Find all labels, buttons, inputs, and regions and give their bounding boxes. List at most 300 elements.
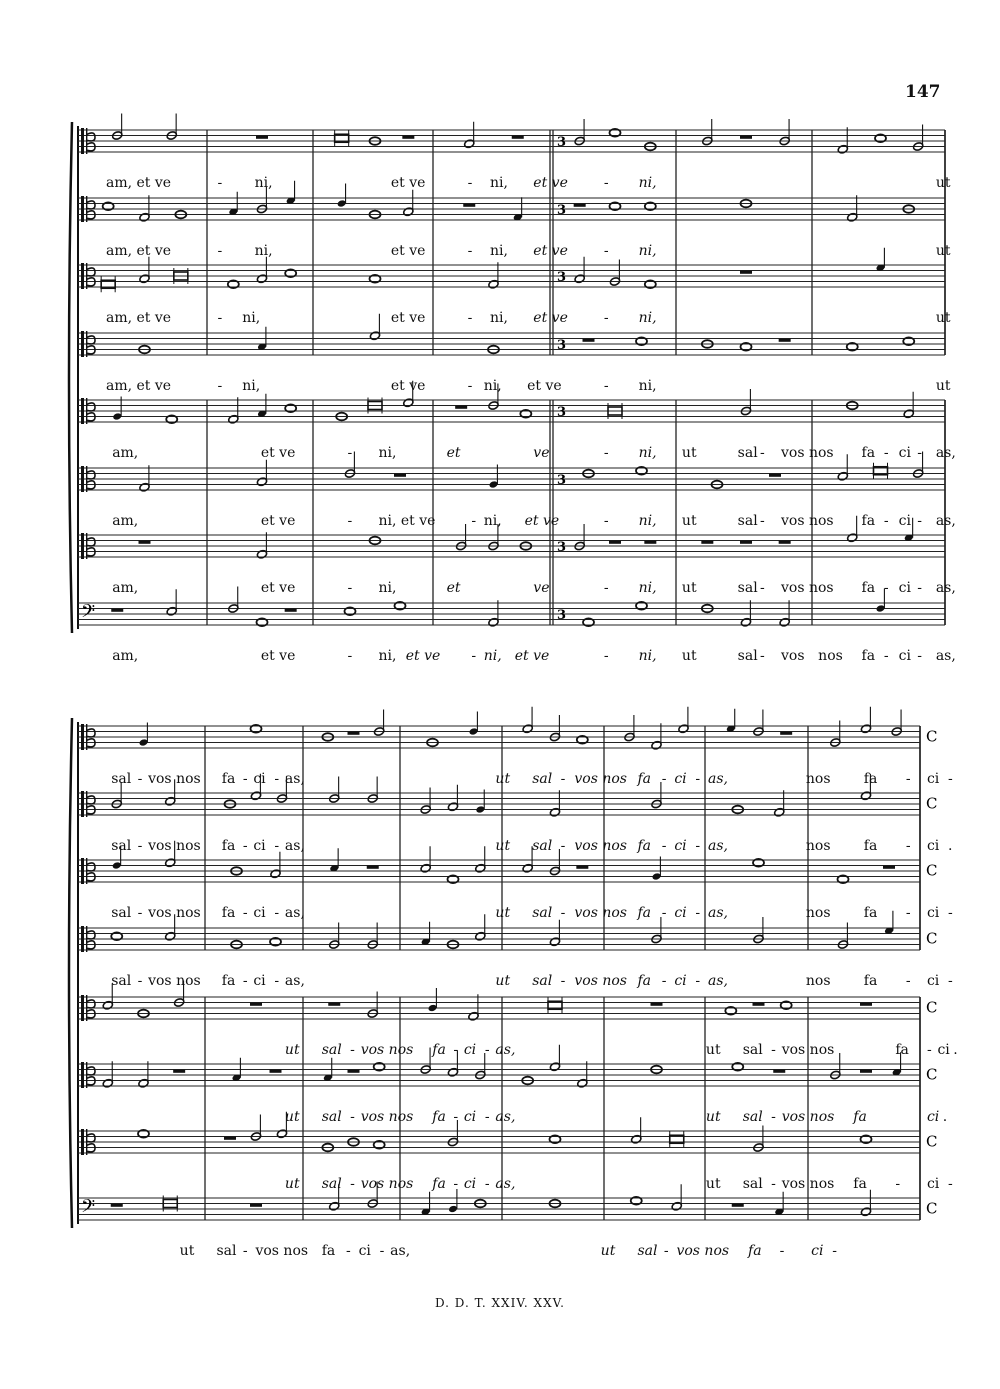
rest bbox=[860, 1003, 872, 1006]
c-clef-icon-curl bbox=[87, 1000, 95, 1008]
lyric-hyphen: - bbox=[560, 905, 566, 921]
rest bbox=[883, 866, 895, 869]
lyric-syllable: et ve bbox=[260, 445, 296, 461]
lyric-syllable: vos nos bbox=[255, 1243, 309, 1259]
lyric-syllable: ci bbox=[898, 648, 911, 664]
lyric-hyphen: - bbox=[137, 838, 143, 854]
lyric-syllable: sal bbox=[532, 905, 553, 921]
lyric-syllable: vos nos bbox=[148, 771, 201, 787]
lyric-syllable: ni, bbox=[483, 648, 502, 664]
lyric-syllable: et ve bbox=[533, 310, 568, 326]
common-time-icon: C bbox=[926, 1199, 938, 1218]
lyric-syllable: ni, bbox=[638, 310, 657, 326]
lyric-syllable: as, bbox=[284, 905, 305, 921]
lyric-syllable: as, bbox=[495, 1042, 516, 1058]
lyric-syllable: ni, bbox=[254, 175, 273, 191]
lyric-syllable: as, bbox=[284, 838, 305, 854]
lyric-syllable: ni, bbox=[242, 310, 261, 326]
lyric-syllable: vos nos bbox=[676, 1243, 730, 1259]
lyric-hyphen: - bbox=[347, 445, 353, 461]
lyric-hyphen: - bbox=[948, 905, 953, 921]
lyric-syllable: vos nos bbox=[148, 838, 201, 854]
lyric-syllable: fa bbox=[861, 648, 876, 664]
lyric-hyphen: - bbox=[883, 580, 889, 596]
rest bbox=[111, 609, 123, 612]
lyric-syllable: nos bbox=[805, 838, 831, 854]
common-time-icon: C bbox=[926, 1065, 938, 1084]
lyric-hyphen: - bbox=[603, 580, 609, 596]
lyric-syllable: ve bbox=[533, 445, 550, 461]
lyric-syllable: as, bbox=[935, 445, 956, 461]
lyric-syllable: et ve bbox=[527, 378, 562, 394]
lyric-syllable: ut bbox=[495, 973, 511, 989]
c-clef-icon bbox=[81, 196, 84, 222]
lyric-syllable: vos nos bbox=[360, 1109, 414, 1125]
lyric-hyphen: - bbox=[274, 905, 280, 921]
lyric-hyphen: - bbox=[453, 1109, 459, 1125]
lyric-syllable: . bbox=[948, 838, 953, 854]
lyric-syllable: ni, bbox=[378, 580, 397, 596]
lyric-syllable: sal bbox=[111, 838, 132, 854]
lyric-syllable: am, et ve bbox=[106, 175, 172, 191]
lyric-syllable: sal bbox=[111, 973, 132, 989]
lyric-hyphen: - bbox=[350, 1109, 355, 1125]
lyric-hyphen: - bbox=[695, 838, 701, 854]
lyric-hyphen: - bbox=[771, 1109, 776, 1125]
lyric-syllable: sal bbox=[742, 1042, 763, 1058]
lyric-hyphen: - bbox=[471, 648, 477, 664]
lyric-syllable: et ve bbox=[533, 175, 568, 191]
lyric-syllable: ci bbox=[253, 973, 266, 989]
c-clef-icon-curl bbox=[87, 1134, 95, 1142]
lyric-syllable: ut bbox=[705, 1042, 721, 1058]
lyric-hyphen: - bbox=[560, 838, 566, 854]
lyric-syllable: ci bbox=[926, 771, 940, 787]
lyric-syllable: as, bbox=[495, 1176, 516, 1192]
rest bbox=[701, 541, 713, 544]
time-signature-icon: 3 bbox=[557, 337, 567, 353]
lyric-hyphen: - bbox=[379, 1243, 385, 1259]
lyric-syllable: as, bbox=[284, 771, 305, 787]
rest bbox=[348, 732, 360, 735]
lyric-syllable: vos nos bbox=[574, 973, 627, 989]
lyric-syllable: ut bbox=[284, 1042, 300, 1058]
lyric-hyphen: - bbox=[484, 1109, 490, 1125]
c-clef-icon bbox=[81, 263, 84, 289]
lyric-hyphen: - bbox=[560, 973, 566, 989]
time-signature-icon: 3 bbox=[557, 607, 567, 623]
lyric-syllable: ut bbox=[284, 1176, 300, 1192]
rest bbox=[651, 1003, 663, 1006]
lyric-syllable: ci bbox=[926, 973, 940, 989]
rest bbox=[285, 609, 297, 612]
lyric-syllable: et ve bbox=[514, 648, 550, 664]
lyric-syllable: sal bbox=[111, 905, 132, 921]
lyric-hyphen: - bbox=[484, 1176, 490, 1192]
lyric-syllable: ci bbox=[674, 905, 687, 921]
c-clef-icon bbox=[81, 398, 84, 424]
lyric-syllable: ut bbox=[935, 378, 951, 394]
lyric-hyphen: - bbox=[663, 1243, 669, 1259]
lyric-hyphen: - bbox=[661, 905, 667, 921]
lyric-hyphen: - bbox=[274, 838, 280, 854]
lyric-hyphen: - bbox=[347, 580, 353, 596]
lyric-hyphen: - bbox=[471, 513, 477, 529]
lyric-syllable: fa bbox=[432, 1109, 446, 1125]
lyric-hyphen: - bbox=[467, 310, 473, 326]
lyric-hyphen: - bbox=[137, 771, 143, 787]
c-clef-icon bbox=[81, 1129, 84, 1155]
rest bbox=[512, 136, 524, 139]
lyric-syllable: sal bbox=[532, 973, 553, 989]
lyric-syllable: fa bbox=[895, 1042, 909, 1058]
lyric-hyphen: - bbox=[603, 243, 609, 259]
lyric-syllable: ni, bbox=[242, 378, 261, 394]
lyric-hyphen: - bbox=[242, 1243, 248, 1259]
system-bracket bbox=[69, 122, 72, 633]
lyric-syllable: as, bbox=[935, 648, 956, 664]
rest bbox=[740, 136, 752, 139]
lyric-syllable: vos nos bbox=[574, 905, 627, 921]
lyric-syllable: as, bbox=[390, 1243, 411, 1259]
lyric-syllable: ut bbox=[935, 175, 951, 191]
lyric-hyphen: - bbox=[695, 973, 701, 989]
lyric-syllable: fa bbox=[863, 905, 878, 921]
lyric-syllable: et bbox=[446, 580, 461, 596]
lyric-syllable: as, bbox=[935, 513, 956, 529]
common-time-icon: C bbox=[926, 794, 938, 813]
lyric-hyphen: - bbox=[917, 580, 922, 596]
c-clef-icon bbox=[81, 128, 84, 154]
lyric-syllable: ut bbox=[600, 1243, 616, 1259]
lyric-syllable: ci bbox=[926, 838, 940, 854]
common-time-icon: C bbox=[926, 1132, 938, 1151]
lyric-syllable: vos nos bbox=[360, 1176, 414, 1192]
lyric-syllable: et ve bbox=[260, 580, 296, 596]
c-clef-icon-curl bbox=[87, 133, 95, 141]
lyric-syllable: ci bbox=[463, 1176, 477, 1192]
time-signature-icon: 3 bbox=[557, 472, 567, 488]
lyric-hyphen: - bbox=[948, 771, 953, 787]
lyric-syllable: ni, bbox=[483, 378, 502, 394]
lyric-syllable: ci bbox=[253, 771, 266, 787]
lyric-syllable: am, bbox=[112, 580, 139, 596]
lyric-syllable: ni, bbox=[489, 243, 508, 259]
lyric-syllable: . bbox=[942, 1109, 948, 1125]
lyric-syllable: fa bbox=[863, 838, 878, 854]
lyric-hyphen: - bbox=[603, 310, 609, 326]
time-signature-icon: 3 bbox=[557, 202, 567, 218]
lyric-hyphen: - bbox=[467, 243, 473, 259]
lyric-syllable: ci bbox=[898, 513, 911, 529]
lyric-syllable: ut bbox=[681, 580, 697, 596]
lyric-hyphen: - bbox=[948, 1176, 953, 1192]
rest bbox=[576, 866, 588, 869]
lyric-syllable: vos nos bbox=[148, 905, 201, 921]
rest bbox=[173, 1070, 185, 1073]
lyric-syllable: et ve bbox=[405, 648, 441, 664]
lyric-syllable: ci bbox=[253, 905, 266, 921]
time-signature-icon: 3 bbox=[557, 539, 567, 555]
lyric-syllable: ci bbox=[358, 1243, 371, 1259]
lyric-syllable: sal bbox=[216, 1243, 237, 1259]
common-time-icon: C bbox=[926, 929, 938, 948]
lyric-syllable: ut bbox=[495, 771, 511, 787]
lyric-syllable: ci bbox=[674, 771, 687, 787]
lyric-syllable: fa bbox=[861, 513, 876, 529]
c-clef-icon bbox=[81, 466, 84, 492]
lyric-hyphen: - bbox=[453, 1176, 459, 1192]
bass-clef-icon: 𝄢 bbox=[81, 1196, 96, 1222]
lyric-syllable: fa bbox=[863, 771, 878, 787]
lyric-syllable: sal bbox=[742, 1176, 763, 1192]
lyric-syllable: sal bbox=[737, 445, 758, 461]
c-clef-icon-curl bbox=[87, 403, 95, 411]
lyric-hyphen: - bbox=[274, 973, 280, 989]
lyric-syllable: nos bbox=[805, 905, 831, 921]
lyric-syllable: et ve bbox=[260, 648, 296, 664]
time-signature-icon: 3 bbox=[557, 134, 567, 150]
lyric-hyphen: - bbox=[467, 175, 473, 191]
lyric-syllable: ci bbox=[253, 838, 266, 854]
lyric-hyphen: - bbox=[883, 513, 889, 529]
lyric-syllable: et ve bbox=[390, 378, 426, 394]
lyric-syllable: ci bbox=[926, 905, 940, 921]
lyric-hyphen: - bbox=[350, 1176, 355, 1192]
lyric-hyphen: - bbox=[759, 445, 765, 461]
lyric-syllable: ut bbox=[935, 243, 951, 259]
lyric-syllable: sal bbox=[111, 771, 132, 787]
lyric-hyphen: - bbox=[905, 905, 911, 921]
rest bbox=[769, 474, 781, 477]
lyric-hyphen: - bbox=[905, 973, 911, 989]
lyric-syllable: sal bbox=[637, 1243, 658, 1259]
lyric-syllable: vos nos bbox=[781, 580, 834, 596]
lyric-syllable: am, et ve bbox=[106, 243, 172, 259]
lyric-hyphen: - bbox=[759, 648, 765, 664]
publication-footer: D. D. T. XXIV. XXV. bbox=[434, 1296, 565, 1310]
lyric-hyphen: - bbox=[453, 1042, 459, 1058]
c-clef-icon bbox=[81, 995, 84, 1021]
c-clef-icon bbox=[81, 724, 84, 750]
lyric-hyphen: - bbox=[771, 1176, 776, 1192]
lyric-syllable: as, bbox=[935, 580, 956, 596]
lyric-hyphen: - bbox=[695, 771, 701, 787]
lyric-syllable: et ve bbox=[533, 243, 568, 259]
lyric-syllable: fa bbox=[853, 1109, 867, 1125]
lyric-syllable: ni, bbox=[638, 648, 657, 664]
lyric-syllable: vos nos bbox=[781, 1176, 835, 1192]
lyric-syllable: sal bbox=[737, 648, 758, 664]
lyric-syllable: ci bbox=[937, 1042, 950, 1058]
lyric-hyphen: - bbox=[603, 513, 609, 529]
lyric-syllable: ni, bbox=[638, 243, 657, 259]
lyric-syllable: am, bbox=[112, 648, 139, 664]
lyric-hyphen: - bbox=[603, 648, 609, 664]
lyric-hyphen: - bbox=[759, 580, 765, 596]
lyric-hyphen: - bbox=[771, 1042, 776, 1058]
lyric-hyphen: - bbox=[345, 1243, 351, 1259]
lyric-hyphen: - bbox=[217, 175, 223, 191]
lyric-syllable: ut bbox=[681, 513, 697, 529]
rest bbox=[583, 339, 595, 342]
lyric-syllable: ni, bbox=[378, 445, 397, 461]
lyric-hyphen: - bbox=[274, 771, 280, 787]
lyric-hyphen: - bbox=[347, 648, 353, 664]
lyric-syllable: vos nos bbox=[781, 1109, 835, 1125]
lyric-syllable: sal bbox=[532, 771, 553, 787]
rest bbox=[394, 474, 406, 477]
lyric-syllable: ut bbox=[681, 445, 697, 461]
lyric-syllable: et ve bbox=[390, 175, 426, 191]
rest bbox=[779, 541, 791, 544]
c-clef-icon-curl bbox=[87, 268, 95, 276]
lyric-hyphen: - bbox=[217, 378, 223, 394]
c-clef-icon bbox=[81, 926, 84, 952]
lyric-hyphen: - bbox=[661, 838, 667, 854]
lyric-syllable: ci bbox=[463, 1109, 477, 1125]
lyric-syllable: et ve bbox=[524, 513, 560, 529]
lyric-syllable: nos bbox=[818, 648, 843, 664]
c-clef-icon bbox=[81, 1062, 84, 1088]
lyric-hyphen: - bbox=[661, 973, 667, 989]
lyric-syllable: ni, bbox=[489, 175, 508, 191]
lyric-syllable: as, bbox=[284, 973, 305, 989]
lyric-syllable: ci bbox=[926, 1176, 940, 1192]
lyric-syllable: nos bbox=[805, 771, 831, 787]
lyric-hyphen: - bbox=[779, 1243, 785, 1259]
rest bbox=[367, 866, 379, 869]
lyric-hyphen: - bbox=[917, 445, 922, 461]
rest bbox=[609, 541, 621, 544]
c-clef-icon bbox=[81, 331, 84, 357]
c-clef-icon-curl bbox=[87, 201, 95, 209]
lyric-hyphen: - bbox=[603, 445, 609, 461]
lyric-syllable: fa bbox=[863, 973, 878, 989]
lyric-syllable: et ve bbox=[390, 243, 426, 259]
lyric-syllable: . bbox=[953, 1042, 958, 1058]
c-clef-icon-curl bbox=[87, 729, 95, 737]
rest bbox=[256, 136, 268, 139]
lyric-hyphen: - bbox=[484, 1042, 490, 1058]
rest bbox=[773, 1070, 785, 1073]
c-clef-icon bbox=[81, 533, 84, 559]
lyric-syllable: ni, bbox=[638, 513, 657, 529]
lyric-hyphen: - bbox=[917, 513, 922, 529]
lyric-syllable: fa bbox=[748, 1243, 762, 1259]
rest bbox=[139, 541, 151, 544]
lyric-hyphen: - bbox=[603, 378, 609, 394]
lyric-syllable: ut bbox=[705, 1109, 721, 1125]
bass-clef-icon: 𝄢 bbox=[81, 601, 96, 627]
lyric-hyphen: - bbox=[242, 905, 248, 921]
lyric-syllable: as, bbox=[495, 1109, 516, 1125]
lyric-syllable: ni, bbox=[378, 648, 397, 664]
lyric-syllable: sal bbox=[321, 1042, 342, 1058]
lyric-hyphen: - bbox=[926, 1042, 932, 1058]
lyric-hyphen: - bbox=[832, 1243, 837, 1259]
rest bbox=[860, 1070, 872, 1073]
lyric-hyphen: - bbox=[695, 905, 701, 921]
lyric-syllable: et bbox=[446, 445, 461, 461]
lyric-syllable: et ve bbox=[390, 310, 426, 326]
lyric-syllable: am, bbox=[112, 445, 139, 461]
lyric-syllable: ci bbox=[674, 838, 687, 854]
lyric-syllable: sal bbox=[742, 1109, 763, 1125]
c-clef-icon-curl bbox=[87, 931, 95, 939]
lyric-syllable: ci bbox=[463, 1042, 477, 1058]
lyric-syllable: sal bbox=[737, 513, 758, 529]
lyric-syllable: et ve bbox=[260, 513, 296, 529]
lyric-syllable: ci bbox=[811, 1243, 824, 1259]
lyric-syllable: ut bbox=[705, 1176, 721, 1192]
lyric-syllable: ni, bbox=[638, 175, 657, 191]
lyric-syllable: fa bbox=[637, 905, 652, 921]
lyric-hyphen: - bbox=[242, 973, 248, 989]
c-clef-icon bbox=[81, 858, 84, 884]
c-clef-icon-curl bbox=[87, 471, 95, 479]
lyric-syllable: fa bbox=[861, 445, 876, 461]
lyric-syllable: vos nos bbox=[781, 1042, 835, 1058]
lyric-syllable: sal bbox=[321, 1109, 342, 1125]
lyric-syllable: sal bbox=[321, 1176, 342, 1192]
lyric-syllable: vos nos bbox=[148, 973, 201, 989]
rest bbox=[250, 1003, 262, 1006]
rest bbox=[740, 271, 752, 274]
lyric-syllable: vos nos bbox=[574, 771, 627, 787]
lyric-syllable: ut bbox=[681, 648, 697, 664]
lyric-hyphen: - bbox=[467, 378, 473, 394]
c-clef-icon bbox=[81, 791, 84, 817]
lyric-syllable: sal bbox=[532, 838, 553, 854]
lyric-syllable: ni, bbox=[638, 445, 657, 461]
common-time-icon: C bbox=[926, 727, 938, 746]
lyric-hyphen: - bbox=[242, 771, 248, 787]
lyric-hyphen: - bbox=[759, 513, 765, 529]
lyric-syllable: ci bbox=[674, 973, 687, 989]
lyric-syllable: fa bbox=[637, 838, 652, 854]
lyric-hyphen: - bbox=[883, 445, 889, 461]
c-clef-icon-curl bbox=[87, 863, 95, 871]
lyric-syllable: fa bbox=[221, 905, 236, 921]
lyric-syllable: fa bbox=[853, 1176, 867, 1192]
common-time-icon: C bbox=[926, 861, 938, 880]
lyric-syllable: ut bbox=[495, 905, 511, 921]
lyric-syllable: ci bbox=[926, 1109, 940, 1125]
rest bbox=[455, 406, 467, 409]
lyric-syllable: fa bbox=[321, 1243, 336, 1259]
lyric-syllable: ci bbox=[898, 580, 911, 596]
page-number: 147 bbox=[905, 82, 941, 102]
lyric-syllable: am, bbox=[112, 513, 139, 529]
c-clef-icon-curl bbox=[87, 336, 95, 344]
lyric-syllable: as, bbox=[708, 973, 728, 989]
lyric-syllable: ni, et ve bbox=[378, 513, 436, 529]
rest bbox=[270, 1070, 282, 1073]
rest bbox=[250, 1204, 262, 1207]
lyric-hyphen: - bbox=[137, 973, 143, 989]
lyric-syllable: vos bbox=[781, 648, 805, 664]
rest bbox=[111, 1204, 123, 1207]
lyric-hyphen: - bbox=[560, 771, 566, 787]
lyric-syllable: am, et ve bbox=[106, 378, 172, 394]
lyric-hyphen: - bbox=[905, 771, 911, 787]
lyric-hyphen: - bbox=[137, 905, 143, 921]
lyric-syllable: ci bbox=[898, 445, 911, 461]
rest bbox=[348, 1070, 360, 1073]
lyric-syllable: fa bbox=[432, 1042, 446, 1058]
c-clef-icon-curl bbox=[87, 796, 95, 804]
